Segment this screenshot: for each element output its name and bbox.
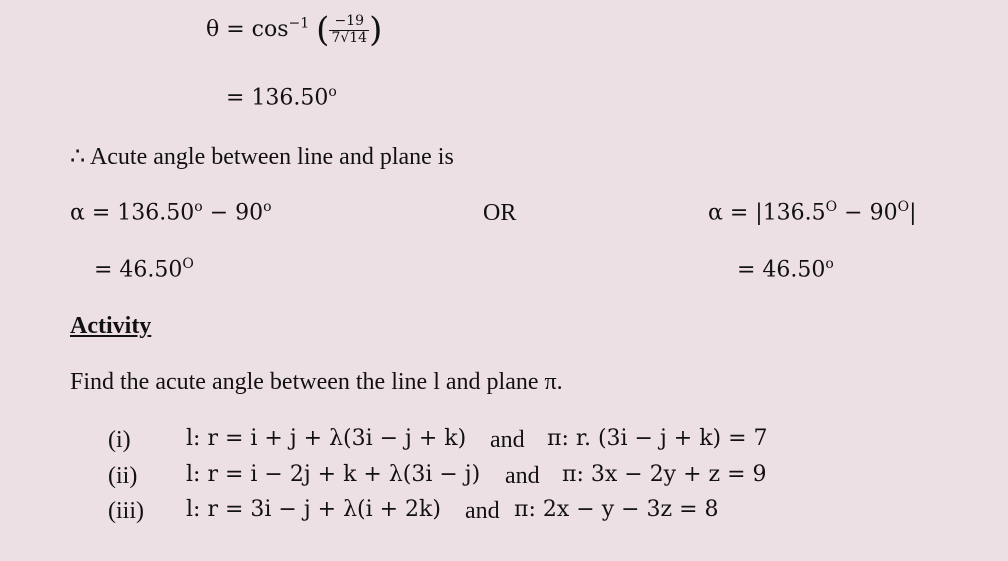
fraction-denominator: 7√14 (331, 29, 368, 46)
degree-sup: o (263, 199, 272, 215)
alpha-left-minus: − 90 (202, 200, 264, 226)
fraction (329, 14, 369, 46)
right-paren: ) (369, 10, 383, 50)
alpha-right-line2 (737, 256, 834, 282)
alpha-right-value: α = |136.5 (708, 200, 826, 226)
item-plane-eq: π: r. (3i − j + k) = 7 (547, 426, 768, 451)
degree-sup: o (328, 84, 337, 100)
alpha-right-line1 (708, 199, 916, 225)
left-paren: ( (316, 10, 330, 50)
item-label: (i) (108, 427, 131, 453)
item-and: and (490, 427, 525, 453)
degree-sup: O (897, 199, 910, 215)
item-label: (iii) (108, 498, 144, 524)
item-plane-eq: π: 2x − y − 3z = 8 (514, 497, 719, 522)
theta-equation (206, 10, 382, 50)
item-plane-eq: π: 3x − 2y + z = 9 (562, 462, 767, 487)
therefore-statement: ∴ Acute angle between line and plane is (70, 144, 454, 170)
degree-sup: o (194, 199, 203, 215)
theta-result-value: = 136.50 (226, 85, 329, 111)
item-line-eq: l: r = i + j + λ(3i − j + k) (186, 426, 467, 451)
degree-sup: O (182, 256, 194, 272)
item-line-eq: l: r = i − 2j + k + λ(3i − j) (186, 462, 481, 487)
alpha-left-line1 (70, 199, 272, 225)
theta-result (226, 84, 337, 110)
alpha-left-value: α = 136.50 (70, 200, 195, 226)
alpha-right-minus: − 90 (837, 200, 898, 226)
alpha-left-line2 (94, 256, 194, 282)
theta-lhs: θ = cos (206, 17, 289, 42)
alpha-left-result: = 46.50 (94, 257, 183, 283)
fraction-numerator: −19 (329, 14, 369, 30)
abs-bar: | (909, 200, 917, 226)
item-and: and (465, 498, 500, 524)
activity-prompt: Find the acute angle between the line l and plane π. (70, 369, 563, 395)
degree-sup: O (825, 199, 838, 215)
item-and: and (505, 463, 540, 489)
activity-heading: Activity (70, 313, 152, 339)
item-label: (ii) (108, 463, 138, 489)
inverse-exponent: −1 (288, 15, 310, 32)
degree-sup: o (825, 256, 834, 272)
item-line-eq: l: r = 3i − j + λ(i + 2k) (186, 497, 441, 522)
or-label: OR (483, 200, 517, 226)
alpha-right-result: = 46.50 (737, 257, 826, 283)
